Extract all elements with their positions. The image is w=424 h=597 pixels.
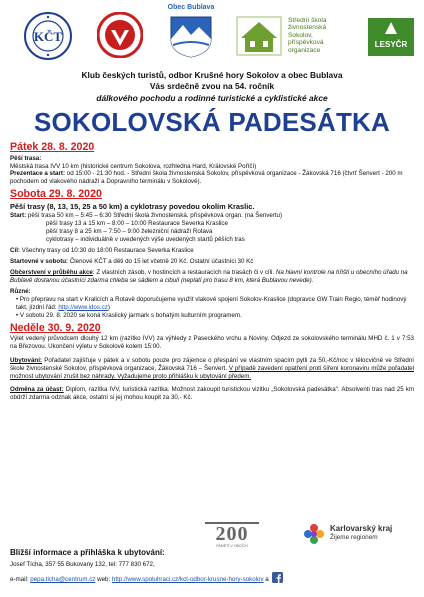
misc-item-2: • V sobotu 29. 8. 2020 se koná Kraslický jarmark s bohatým kulturním programem. [16, 311, 242, 319]
karlovarsky-kraj-logo [302, 520, 414, 550]
kraj-name: Karlovarský kraj [330, 524, 393, 533]
footer [10, 548, 414, 584]
bublava-crest-icon [168, 15, 214, 59]
intro [10, 70, 414, 104]
saturday-sub: Pěší trasy (8, 13, 15, 25 a 50 km) a cyklotrasy povedou okolím Kraslic. [10, 201, 255, 211]
intro-line-1: Klub českých turistů, odbor Krušné hory Sokolov a obec Bublava [81, 70, 343, 80]
school-label-5: organizace [288, 46, 321, 54]
saturday-heading: Sobota 29. 8. 2020 [10, 188, 102, 201]
bublava-label: Obec Bublava [167, 4, 215, 11]
badge-200-number: 200 [205, 522, 259, 544]
footer-contact: Josef Tícha, 357 55 Bukovany 132, tel: 777 830 672, [10, 561, 155, 569]
badge-200-sub: PAMĚTÍ V OBCÍCH [216, 544, 248, 548]
school-logo [236, 14, 361, 58]
lesy-logo [368, 18, 414, 56]
flower-icon [302, 522, 326, 546]
misc-item-1: • Pro přepravu na start v Kralicích a Rotavě doporučujeme využít vlakové spojení Sokolov-Kraslice (dopravce GW Train Regio, téměř hodinový takt, jízdní řád: http://www.idos.cz) [16, 295, 407, 311]
accommodation: Ubytování: Pořadatel zajišťuje v pátek a v sobotu pouze pro zájemce o přespání ve vlastním spacím pytli za 50,-Kč/noc v tělocvičně ve Střední škole živnostenské Sokolov, příspěvková organizace, Žákovská 716 – Šenvert. V případě zavedení opatření proti šíření koronaviru může pořadatel možnost ubytování zrušit bez náhrady. Vyžadujeme proto přihlášku k ubytování předem. [10, 357, 414, 380]
logo-row [10, 0, 414, 68]
tree-icon [368, 20, 414, 42]
email-link[interactable]: pepa.ticha@centrum.cz [30, 576, 96, 584]
ivv-logo-icon [97, 12, 143, 58]
school-label-2: živnostenská [288, 24, 327, 32]
footer-heading: Bližší informace a přihláška k ubytování: [10, 548, 165, 557]
web-link[interactable]: http://www.spoluhraci.cz/kct-odbor-krusne-hory-sokolov [111, 576, 264, 584]
friday-route: Městská trasa IVV 10 km (historické centrum Sokolova, rozhledna Hard, Královské Poříčí) [10, 162, 257, 170]
saturday-refresh: Občerstvení v průběhu akce: Z vlastních zásob, v hostincích a restauracích na trasách či v cíli. Na hlavní kontrole na hřišti u obecního úřadu na Bublavě dostanou účastníci zdarma chleba se sádlem a cibulí (neplatí pro trasu 8 km, která Bublavou nevede). [10, 268, 408, 284]
badge-200 [205, 522, 259, 548]
intro-line-3: dálkového pochodu a rodinné turistické a cyklistické akce [96, 92, 328, 103]
friday-registration: Prezentace a start: od 15:00 - 21:30 hod. - Střední škola živnostenská Sokolov, příspěvková organizace - Žákovská 716 (čtvrť Šenvert - 200 m pochodem od vlakového nádraží a Dopravního terminálu v Sokolově). [10, 170, 403, 186]
kraj-sub: Žijeme regionem [330, 534, 378, 541]
reward: Odměna za účast: Diplom, razítka IVV, turistická razítka. Možnost zakoupit turistickou vizitku „Sokolovská padesátka". Absolventi tras nad 25 km obdrží zdarma odznak akce, ostatní si jej mohou koupit za 30,- Kč. [10, 385, 414, 401]
facebook-icon[interactable] [272, 572, 283, 583]
saturday-fee: Startovné v sobotu: Členové KČT a děti do 15 let včetně 20 Kč. Ostatní účastníci 30 Kč [10, 258, 254, 266]
friday-sub: Pěší trasa: [10, 154, 42, 162]
school-label-1: Střední škola [288, 17, 327, 24]
saturday-finish: Cíl: Všechny trasy od 10:30 do 18:00 Restaurace Severka Kraslice [10, 247, 194, 255]
idos-link[interactable]: http://www.idos.cz [58, 303, 108, 311]
school-building-icon [236, 16, 282, 56]
sunday-heading: Neděle 30. 9. 2020 [10, 321, 101, 334]
footer-links: e-mail: pepa.ticha@centrum.cz web: http://www.spoluhraci.cz/kct-odbor-krusne-hory-sokolov a [10, 572, 414, 584]
school-label-3: Sokolov, [288, 31, 313, 39]
page-title: SOKOLOVSKÁ PADESÁTKA [34, 106, 390, 137]
intro-line-2: Vás srdečně zvou na 54. ročník [149, 81, 275, 92]
bublava-logo [160, 4, 222, 62]
sunday-text: Výlet vedený průvodcem dlouhý 12 km (razítko IVV) za výhledy z Paseckého vrchu a Noviny. Odjezd ze sokolovského terminálu MHD č. 1 v 7:53 na Březovou. Ukončení výletu v Sokolově kolem 15:00. [10, 335, 414, 351]
svg-text:KČT: KČT [33, 29, 63, 44]
saturday-start: Start: pěší trasa 50 km – 5:45 – 6:30 Střední škola živnostenská, příspěvková organ. (na Šenvertu) pěší trasy 13 a 15 km – 8:00 – 10:00 Restaurace Severka Kraslice pěší trasy 8 a 25 km – 7:50 – 9:00 železniční nádraží Rotava cyklotrasy – individuálně v uvedených výše uvedených startů pěších tras [10, 212, 283, 244]
lesy-label: LESYČR [374, 40, 408, 49]
kct-seal-icon [24, 12, 72, 60]
friday-heading: Pátek 28. 8. 2020 [10, 141, 95, 154]
misc-label: Různé: [10, 287, 31, 295]
school-label-4: příspěvková [288, 39, 324, 47]
